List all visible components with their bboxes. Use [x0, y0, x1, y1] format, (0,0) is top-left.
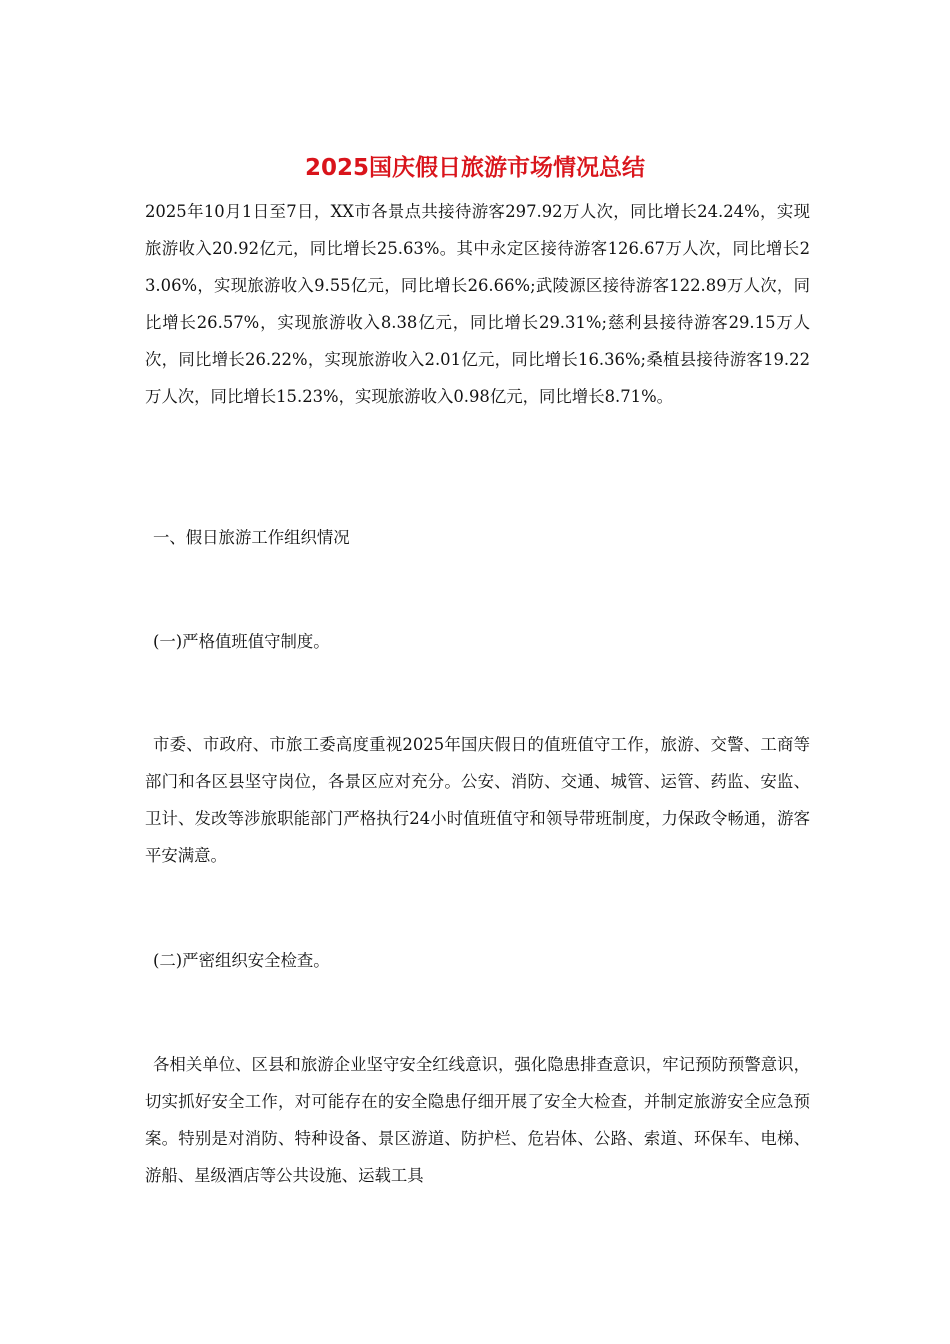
duty-paragraph: 市委、市政府、市旅工委高度重视2025年国庆假日的值班值守工作，旅游、交警、工商等部门和各区县坚守岗位，各景区应对充分。公安、消防、交通、城管、运管、药监、安监、卫计、发改等涉旅职能部门严格执行24小时值班值守和领导带班制度，力保政令畅通，游客平安满意。: [145, 735, 810, 865]
safety-paragraph: 各相关单位、区县和旅游企业坚守安全红线意识，强化隐患排查意识，牢记预防预警意识，切实抓好安全工作，对可能存在的安全隐患仔细开展了安全大检查，并制定旅游安全应急预案。特别是对消防、特种设备、景区游道、防护栏、危岩体、公路、索道、环保车、电梯、游船、星级酒店等公共设施、运载工具: [145, 1055, 810, 1185]
intro-paragraph: 2025年10月1日至7日，XX市各景点共接待游客297.92万人次，同比增长24.24%，实现旅游收入20.92亿元，同比增长25.63%。其中永定区接待游客126.67万人次，同比增长23.06%，实现旅游收入9.55亿元，同比增长26.66%;武陵源区接待游客122.89万人次，同比增长26.57%，实现旅游收入8.38亿元，同比增长29.31%;慈利县接待游客29.15万人次，同比增长26.22%，实现旅游收入2.01亿元，同比增长16.36%;桑植县接待游客19.22万人次，同比增长15.23%，实现旅游收入0.98亿元，同比增长8.71%。: [145, 202, 810, 406]
document-title: 2025国庆假日旅游市场情况总结: [304, 155, 645, 181]
subsection-heading-safety: (二)严密组织安全检查。: [153, 951, 330, 970]
section-heading-organization: 一、假日旅游工作组织情况: [153, 528, 350, 547]
subsection-heading-duty: (一)严格值班值守制度。: [153, 632, 330, 651]
